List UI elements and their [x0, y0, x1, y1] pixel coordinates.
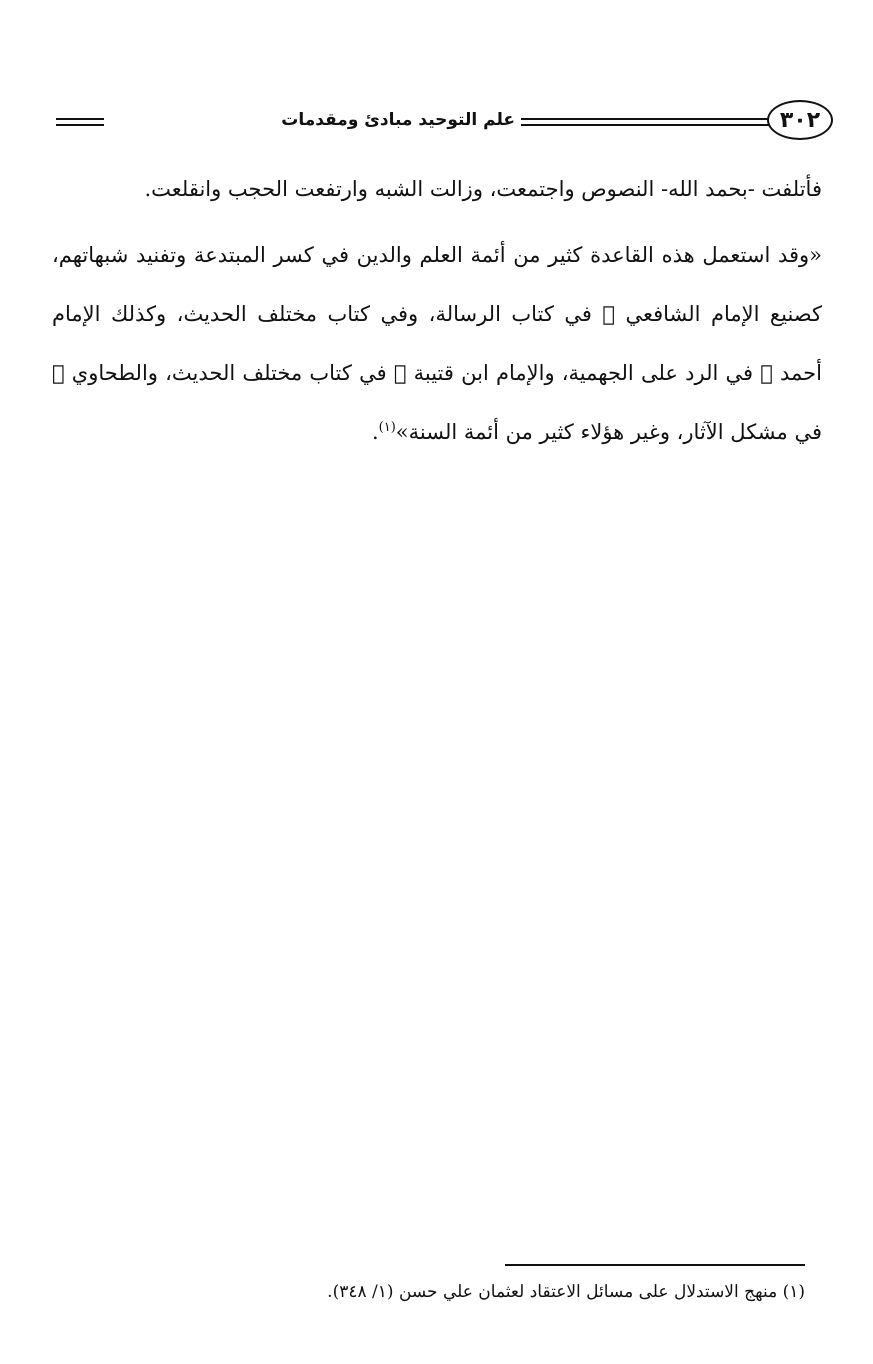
book-title: علم التوحيد مبادئ ومقدمات [281, 110, 515, 130]
header-rule [56, 118, 104, 120]
paragraph: فأتلفت -بحمد الله- النصوص واجتمعت، وزالت الشبه وارتفعت الحجب وانقلعت. [144, 177, 822, 201]
header-rule [521, 118, 773, 120]
header-rule [56, 124, 104, 126]
footnote-divider [505, 1264, 805, 1266]
running-header [50, 98, 833, 150]
main-text [52, 160, 822, 462]
header-rule [521, 124, 773, 126]
paragraph-end: . [371, 420, 379, 444]
paragraph-text: «وقد استعمل هذه القاعدة كثير من أئمة العلم والدين في كسر المبتدعة وتفنيد شبهاتهم، كصنيع الإمام الشافعي ﷫ في كتاب الرسالة، وفي كتاب مختلف الحديث، وكذلك الإمام أحمد ﷫ في الرد على الجهمية، والإمام ابن قتيبة ﷫ في كتاب مختلف الحديث، والطحاوي ﷫ في مشكل الآثار، وغير هؤلاء كثير من أئمة السنة» [52, 243, 822, 444]
page-number: ٣٠٢ [767, 100, 833, 140]
footnote: (١) منهج الاستدلال على مسائل الاعتقاد لعثمان علي حسن (١/ ٣٤٨). [327, 1282, 805, 1302]
quoted-paragraph [52, 226, 822, 462]
footnote-reference[interactable]: (١) [378, 420, 396, 435]
